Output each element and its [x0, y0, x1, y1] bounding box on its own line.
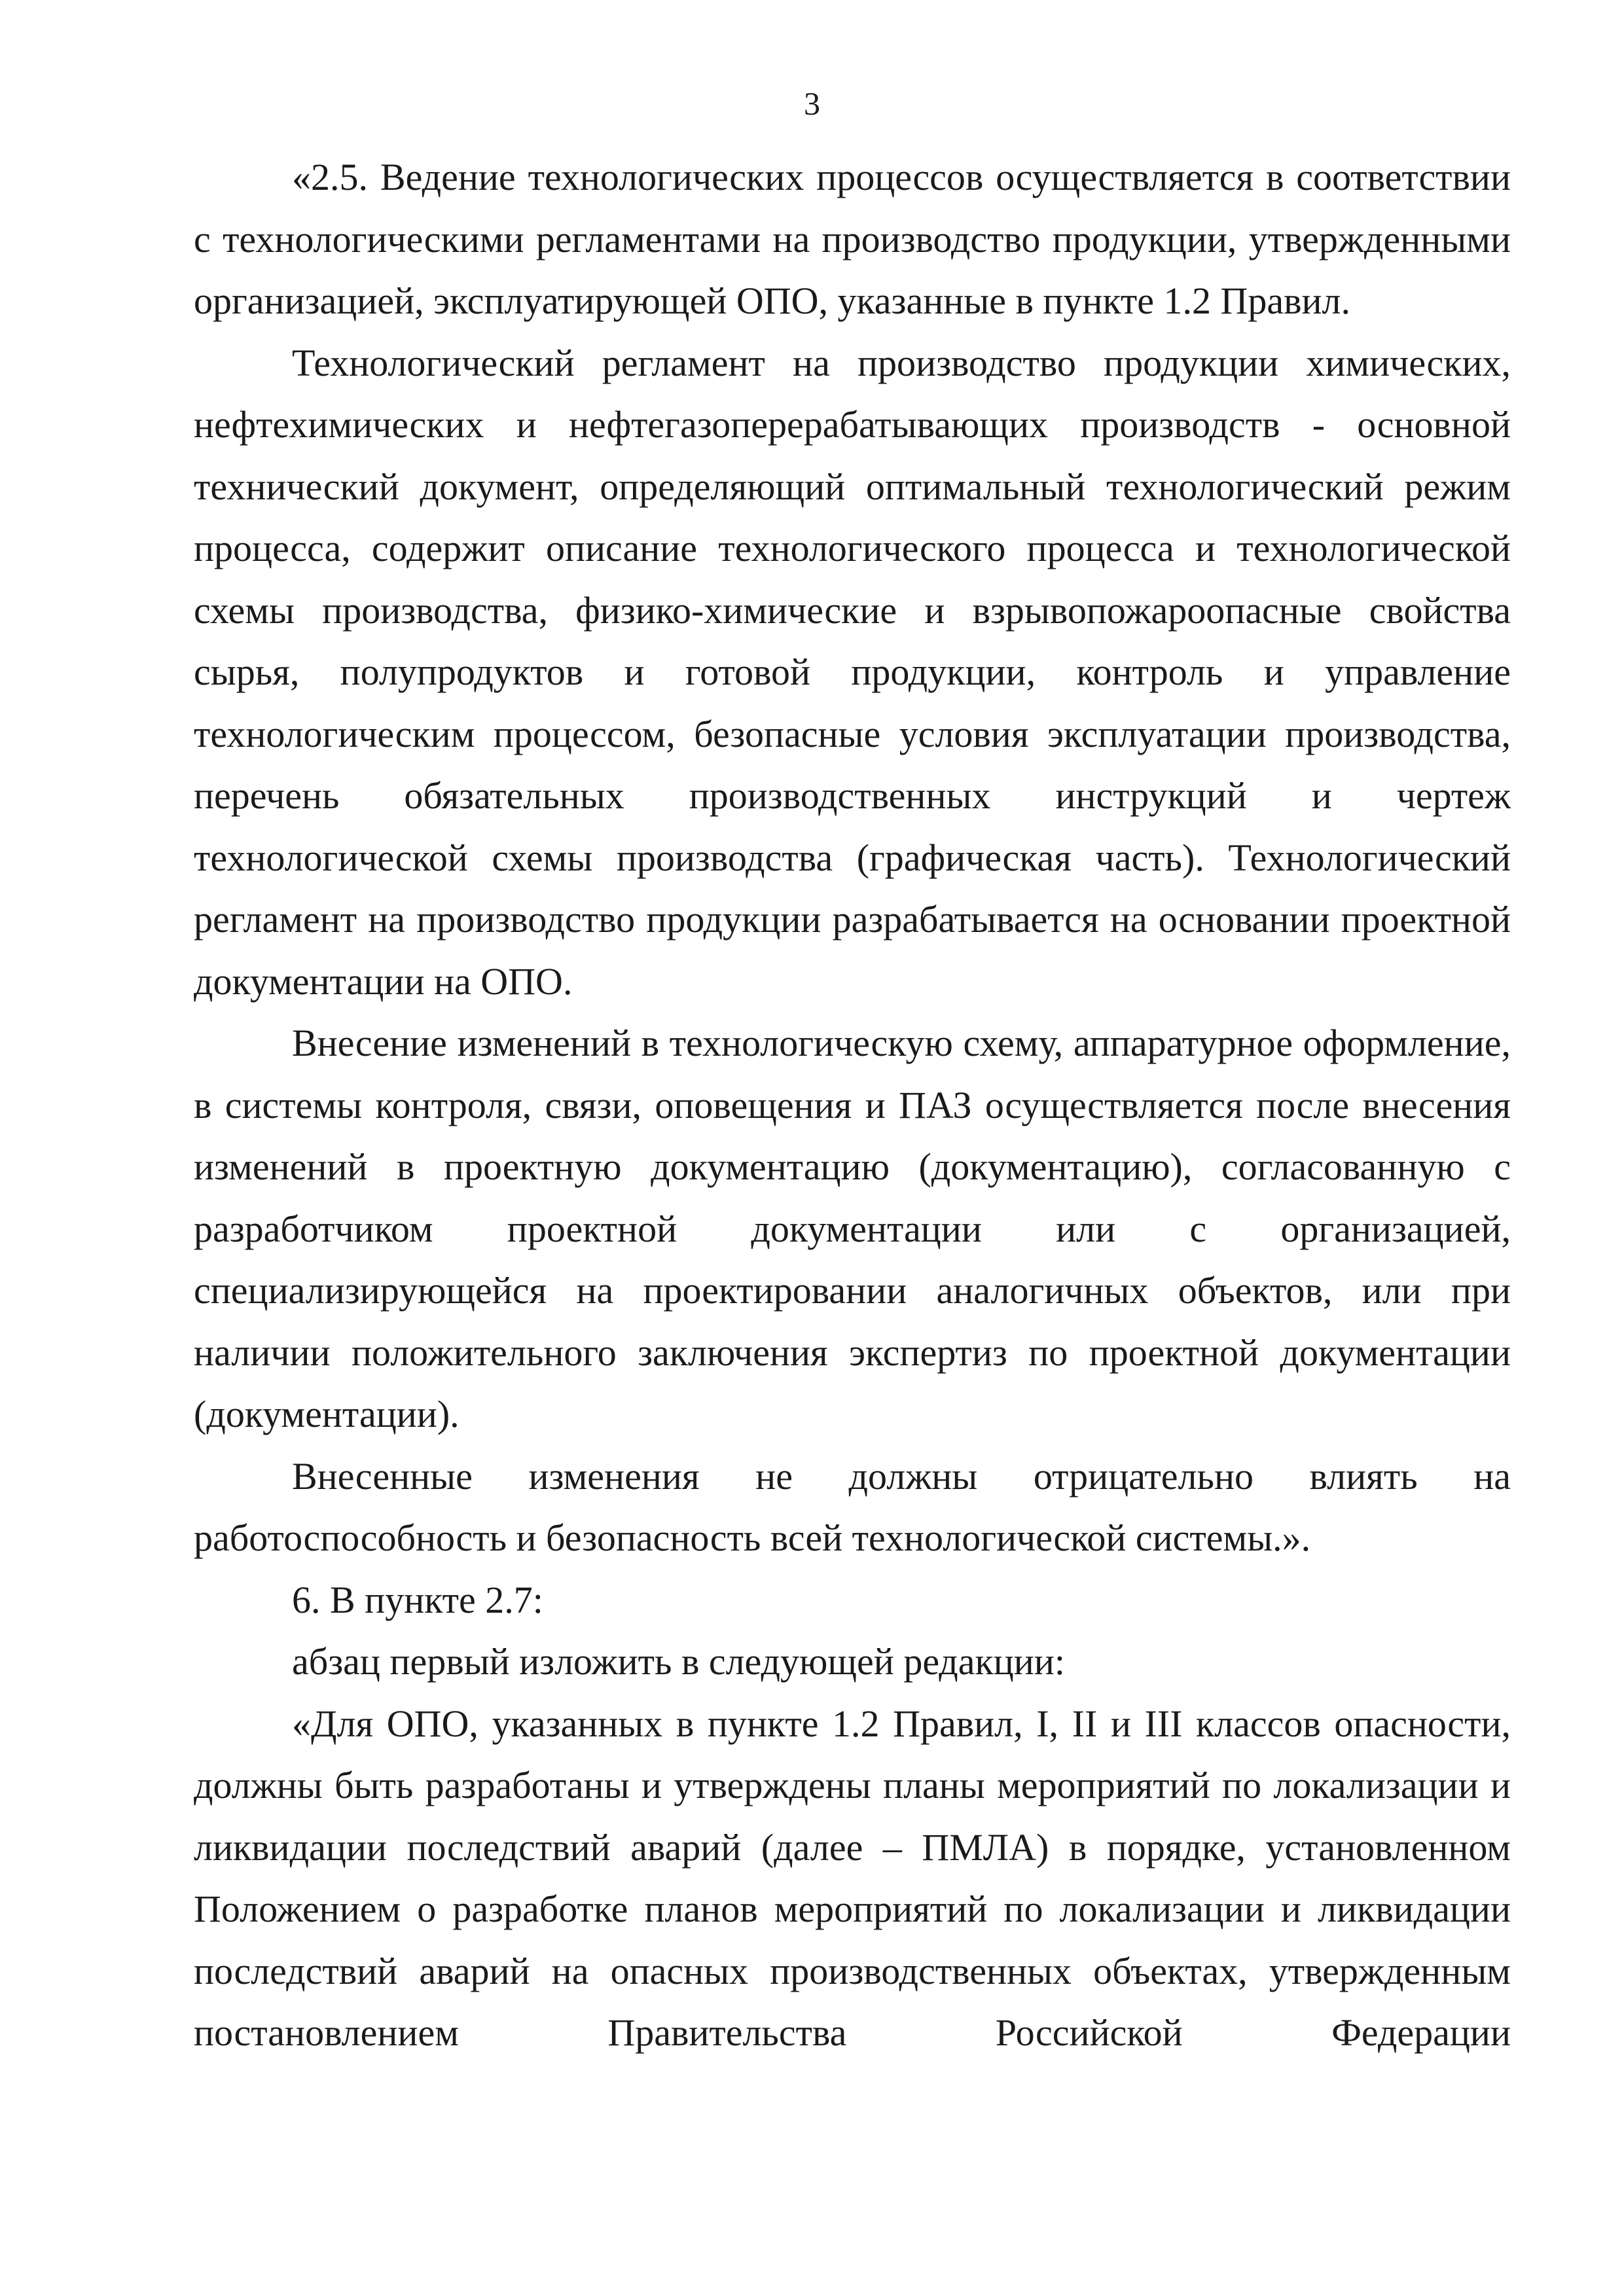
paragraph-changes-procedure: Внесение изменений в технологическую схему, аппаратурное оформление, в системы контроля, связи, оповещения и ПАЗ осуществляется после внесения изменений в проектную документацию (документацию), согласованную с разработчиком проектной документации или с организацией, специализирующейся на проектировании аналогичных объектов, или при наличии положительного заключения экспертиз по проектной документации (документации). [194, 1022, 1511, 1435]
paragraph-changes-impact: Внесенные изменения не должны отрицательно влиять на работоспособность и безопасность всей технологической системы.». [194, 1454, 1511, 1559]
paragraph-2-5: «2.5. Ведение технологических процессов осуществляется в соответствии с технологическими регламентами на производство продукции, утвержденными организацией, эксплуатирующей ОПО, указанные в пункте 1.2 Правил. [194, 156, 1511, 322]
paragraph-item-6: 6. В пункте 2.7: [292, 1578, 543, 1621]
paragraph-regulation-definition: Технологический регламент на производство продукции химических, нефтехимических и нефтегазоперерабатывающих производств - основной технический документ, определяющий оптимальный технологический режим процесса, содержит описание технологического процесса и технологической схемы производства, физико-химические и взрывопожароопасные свойства сырья, полупродуктов и готовой продукции, контроль и управление технологическим процессом, безопасные условия эксплуатации производства, перечень обязательных производственных инструкций и чертеж технологической схемы производства (графическая часть). Технологический регламент на производство продукции разрабатывается на основании проектной документации на ОПО. [194, 341, 1511, 1003]
paragraph-pmla: «Для ОПО, указанных в пункте 1.2 Правил, I, II и III классов опасности, должны быть разработаны и утверждены планы мероприятий по локализации и ликвидации последствий аварий (далее – ПМЛА) в порядке, установленном Положением о разработке планов мероприятий по локализации и ликвидации последствий аварий на опасных производственных объектах, утвержденным постановлением Правительства Российской Федерации [194, 1702, 1511, 2054]
paragraph-first-abzac: абзац первый изложить в следующей редакции: [292, 1640, 1065, 1683]
page-number: 3 [804, 85, 820, 122]
document-body [194, 147, 1511, 2064]
